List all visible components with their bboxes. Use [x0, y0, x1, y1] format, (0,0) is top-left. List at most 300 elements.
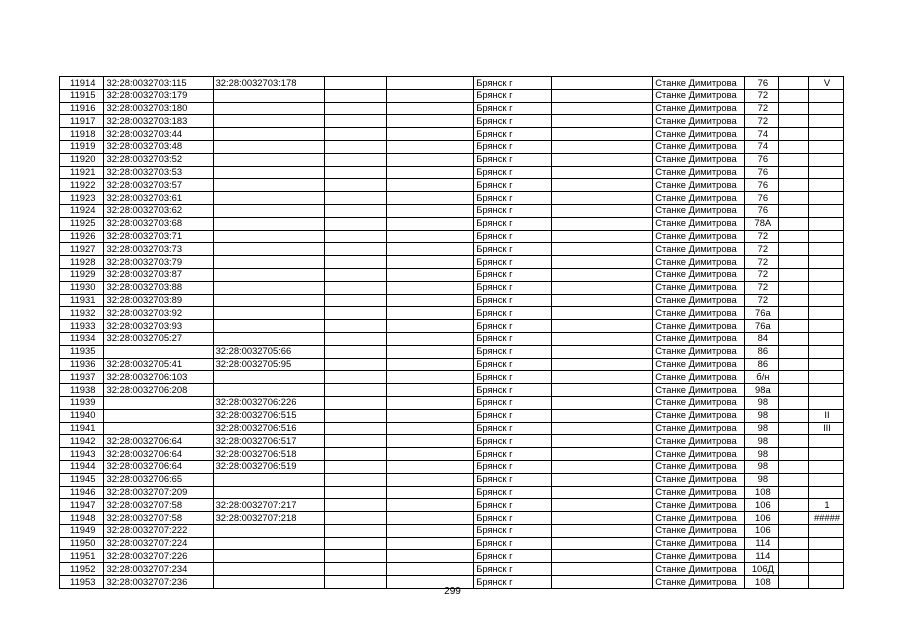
- row-number-cell: 11917: [60, 115, 104, 128]
- empty-cell: [779, 281, 809, 294]
- house-number-cell: 72: [745, 268, 779, 281]
- cadastral-number-cell: 32:28:0032707:226: [104, 550, 213, 563]
- cadastral-number-cell: 32:28:0032703:89: [104, 294, 213, 307]
- empty-cell: [779, 204, 809, 217]
- table-row: [60, 512, 844, 525]
- empty-cell: [387, 294, 474, 307]
- street-cell: Станке Димитрова: [653, 550, 745, 563]
- property-table: [59, 76, 844, 589]
- house-number-cell: 86: [745, 345, 779, 358]
- empty-cell: [387, 256, 474, 269]
- row-number-cell: 11914: [60, 77, 104, 90]
- linked-cadastral-number-cell: [213, 140, 324, 153]
- house-number-cell: 84: [745, 332, 779, 345]
- table-row: [60, 422, 844, 435]
- cadastral-number-cell: 32:28:0032703:93: [104, 320, 213, 333]
- table-row: [60, 460, 844, 473]
- empty-cell: [324, 345, 387, 358]
- empty-cell: [324, 512, 387, 525]
- empty-cell: [324, 294, 387, 307]
- street-cell: Станке Димитрова: [653, 294, 745, 307]
- empty-cell: [387, 396, 474, 409]
- linked-cadastral-number-cell: [213, 524, 324, 537]
- cadastral-number-cell: 32:28:0032706:208: [104, 384, 213, 397]
- note-cell: [808, 153, 843, 166]
- row-number-cell: 11942: [60, 435, 104, 448]
- empty-cell: [779, 524, 809, 537]
- row-number-cell: 11933: [60, 320, 104, 333]
- street-cell: Станке Димитрова: [653, 422, 745, 435]
- table-row: [60, 77, 844, 90]
- cadastral-number-cell: 32:28:0032703:92: [104, 307, 213, 320]
- cadastral-number-cell: 32:28:0032706:65: [104, 473, 213, 486]
- linked-cadastral-number-cell: [213, 371, 324, 384]
- linked-cadastral-number-cell: 32:28:0032706:515: [213, 409, 324, 422]
- empty-cell: [324, 153, 387, 166]
- street-cell: Станке Димитрова: [653, 192, 745, 205]
- table-row: [60, 473, 844, 486]
- row-number-cell: 11930: [60, 281, 104, 294]
- note-cell: [808, 294, 843, 307]
- note-cell: [808, 281, 843, 294]
- note-cell: [808, 537, 843, 550]
- empty-cell: [551, 320, 653, 333]
- cadastral-number-cell: 32:28:0032706:103: [104, 371, 213, 384]
- empty-cell: [779, 294, 809, 307]
- linked-cadastral-number-cell: [213, 550, 324, 563]
- city-cell: Брянск г: [474, 204, 551, 217]
- empty-cell: [387, 563, 474, 576]
- empty-cell: [387, 422, 474, 435]
- empty-cell: [324, 524, 387, 537]
- empty-cell: [324, 192, 387, 205]
- house-number-cell: 72: [745, 243, 779, 256]
- empty-cell: [551, 179, 653, 192]
- cadastral-number-cell: [104, 409, 213, 422]
- row-number-cell: 11934: [60, 332, 104, 345]
- table-row: [60, 166, 844, 179]
- empty-cell: [551, 256, 653, 269]
- street-cell: Станке Димитрова: [653, 153, 745, 166]
- house-number-cell: 72: [745, 256, 779, 269]
- empty-cell: [551, 499, 653, 512]
- linked-cadastral-number-cell: [213, 332, 324, 345]
- linked-cadastral-number-cell: 32:28:0032706:226: [213, 396, 324, 409]
- cadastral-number-cell: 32:28:0032703:44: [104, 128, 213, 141]
- cadastral-number-cell: 32:28:0032706:64: [104, 435, 213, 448]
- table-row: [60, 230, 844, 243]
- row-number-cell: 11948: [60, 512, 104, 525]
- empty-cell: [779, 166, 809, 179]
- empty-cell: [551, 537, 653, 550]
- note-cell: II: [808, 409, 843, 422]
- house-number-cell: 76: [745, 192, 779, 205]
- street-cell: Станке Димитрова: [653, 320, 745, 333]
- house-number-cell: 76а: [745, 307, 779, 320]
- city-cell: Брянск г: [474, 384, 551, 397]
- row-number-cell: 11920: [60, 153, 104, 166]
- street-cell: Станке Димитрова: [653, 512, 745, 525]
- table-row: [60, 153, 844, 166]
- empty-cell: [324, 281, 387, 294]
- empty-cell: [387, 537, 474, 550]
- note-cell: [808, 128, 843, 141]
- city-cell: Брянск г: [474, 128, 551, 141]
- house-number-cell: 76: [745, 153, 779, 166]
- table-row: [60, 307, 844, 320]
- note-cell: [808, 192, 843, 205]
- table-row: [60, 358, 844, 371]
- street-cell: Станке Димитрова: [653, 460, 745, 473]
- city-cell: Брянск г: [474, 550, 551, 563]
- table-row: [60, 384, 844, 397]
- empty-cell: [551, 345, 653, 358]
- empty-cell: [324, 115, 387, 128]
- empty-cell: [779, 537, 809, 550]
- cadastral-number-cell: 32:28:0032703:180: [104, 102, 213, 115]
- city-cell: Брянск г: [474, 448, 551, 461]
- cadastral-number-cell: 32:28:0032707:234: [104, 563, 213, 576]
- linked-cadastral-number-cell: [213, 307, 324, 320]
- note-cell: [808, 320, 843, 333]
- linked-cadastral-number-cell: [213, 320, 324, 333]
- house-number-cell: 98: [745, 473, 779, 486]
- row-number-cell: 11949: [60, 524, 104, 537]
- city-cell: Брянск г: [474, 192, 551, 205]
- note-cell: [808, 179, 843, 192]
- cadastral-number-cell: 32:28:0032703:53: [104, 166, 213, 179]
- city-cell: Брянск г: [474, 230, 551, 243]
- linked-cadastral-number-cell: [213, 243, 324, 256]
- empty-cell: [779, 102, 809, 115]
- linked-cadastral-number-cell: [213, 473, 324, 486]
- cadastral-number-cell: 32:28:0032703:57: [104, 179, 213, 192]
- empty-cell: [387, 320, 474, 333]
- house-number-cell: 72: [745, 294, 779, 307]
- row-number-cell: 11946: [60, 486, 104, 499]
- empty-cell: [779, 409, 809, 422]
- row-number-cell: 11947: [60, 499, 104, 512]
- linked-cadastral-number-cell: [213, 294, 324, 307]
- empty-cell: [324, 243, 387, 256]
- linked-cadastral-number-cell: [213, 192, 324, 205]
- note-cell: [808, 435, 843, 448]
- empty-cell: [779, 320, 809, 333]
- cadastral-number-cell: 32:28:0032706:64: [104, 460, 213, 473]
- cadastral-number-cell: 32:28:0032703:71: [104, 230, 213, 243]
- empty-cell: [779, 486, 809, 499]
- city-cell: Брянск г: [474, 268, 551, 281]
- empty-cell: [387, 460, 474, 473]
- empty-cell: [551, 435, 653, 448]
- linked-cadastral-number-cell: 32:28:0032706:519: [213, 460, 324, 473]
- street-cell: Станке Димитрова: [653, 89, 745, 102]
- empty-cell: [387, 358, 474, 371]
- empty-cell: [551, 486, 653, 499]
- empty-cell: [387, 153, 474, 166]
- empty-cell: [324, 256, 387, 269]
- city-cell: Брянск г: [474, 537, 551, 550]
- city-cell: Брянск г: [474, 166, 551, 179]
- row-number-cell: 11915: [60, 89, 104, 102]
- street-cell: Станке Димитрова: [653, 473, 745, 486]
- linked-cadastral-number-cell: [213, 166, 324, 179]
- empty-cell: [387, 179, 474, 192]
- empty-cell: [387, 473, 474, 486]
- empty-cell: [324, 435, 387, 448]
- linked-cadastral-number-cell: [213, 230, 324, 243]
- empty-cell: [779, 448, 809, 461]
- empty-cell: [779, 550, 809, 563]
- city-cell: Брянск г: [474, 256, 551, 269]
- house-number-cell: 98: [745, 422, 779, 435]
- table-row: [60, 332, 844, 345]
- row-number-cell: 11937: [60, 371, 104, 384]
- row-number-cell: 11945: [60, 473, 104, 486]
- empty-cell: [551, 524, 653, 537]
- empty-cell: [387, 128, 474, 141]
- house-number-cell: 98: [745, 435, 779, 448]
- linked-cadastral-number-cell: 32:28:0032707:218: [213, 512, 324, 525]
- street-cell: Станке Димитрова: [653, 281, 745, 294]
- empty-cell: [551, 384, 653, 397]
- empty-cell: [779, 192, 809, 205]
- empty-cell: [779, 217, 809, 230]
- house-number-cell: 76: [745, 77, 779, 90]
- note-cell: [808, 204, 843, 217]
- note-cell: [808, 486, 843, 499]
- row-number-cell: 11952: [60, 563, 104, 576]
- empty-cell: [779, 140, 809, 153]
- street-cell: Станке Димитрова: [653, 204, 745, 217]
- row-number-cell: 11941: [60, 422, 104, 435]
- empty-cell: [779, 179, 809, 192]
- table-row: [60, 524, 844, 537]
- cadastral-number-cell: 32:28:0032707:236: [104, 576, 213, 589]
- empty-cell: [551, 268, 653, 281]
- linked-cadastral-number-cell: [213, 128, 324, 141]
- city-cell: Брянск г: [474, 576, 551, 589]
- empty-cell: [779, 77, 809, 90]
- table-row: [60, 192, 844, 205]
- empty-cell: [551, 448, 653, 461]
- linked-cadastral-number-cell: [213, 204, 324, 217]
- empty-cell: [324, 268, 387, 281]
- house-number-cell: 108: [745, 576, 779, 589]
- empty-cell: [779, 128, 809, 141]
- empty-cell: [551, 550, 653, 563]
- empty-cell: [387, 524, 474, 537]
- empty-cell: [324, 486, 387, 499]
- row-number-cell: 11918: [60, 128, 104, 141]
- empty-cell: [551, 77, 653, 90]
- table-row: [60, 499, 844, 512]
- empty-cell: [387, 409, 474, 422]
- row-number-cell: 11940: [60, 409, 104, 422]
- empty-cell: [324, 332, 387, 345]
- table-row: [60, 115, 844, 128]
- empty-cell: [387, 499, 474, 512]
- street-cell: Станке Димитрова: [653, 345, 745, 358]
- empty-cell: [779, 422, 809, 435]
- linked-cadastral-number-cell: 32:28:0032706:518: [213, 448, 324, 461]
- house-number-cell: 98: [745, 460, 779, 473]
- street-cell: Станке Димитрова: [653, 179, 745, 192]
- empty-cell: [387, 89, 474, 102]
- street-cell: Станке Димитрова: [653, 563, 745, 576]
- empty-cell: [551, 307, 653, 320]
- cadastral-number-cell: 32:28:0032703:79: [104, 256, 213, 269]
- empty-cell: [387, 192, 474, 205]
- empty-cell: [387, 166, 474, 179]
- house-number-cell: 106: [745, 499, 779, 512]
- row-number-cell: 11932: [60, 307, 104, 320]
- table-row: [60, 435, 844, 448]
- empty-cell: [324, 230, 387, 243]
- row-number-cell: 11950: [60, 537, 104, 550]
- city-cell: Брянск г: [474, 512, 551, 525]
- row-number-cell: 11922: [60, 179, 104, 192]
- city-cell: Брянск г: [474, 140, 551, 153]
- empty-cell: [551, 89, 653, 102]
- cadastral-number-cell: 32:28:0032703:88: [104, 281, 213, 294]
- empty-cell: [324, 409, 387, 422]
- empty-cell: [387, 77, 474, 90]
- linked-cadastral-number-cell: [213, 102, 324, 115]
- street-cell: Станке Димитрова: [653, 576, 745, 589]
- empty-cell: [779, 473, 809, 486]
- linked-cadastral-number-cell: [213, 256, 324, 269]
- empty-cell: [779, 345, 809, 358]
- linked-cadastral-number-cell: 32:28:0032706:517: [213, 435, 324, 448]
- cadastral-number-cell: 32:28:0032707:209: [104, 486, 213, 499]
- linked-cadastral-number-cell: [213, 217, 324, 230]
- empty-cell: [324, 102, 387, 115]
- empty-cell: [779, 307, 809, 320]
- city-cell: Брянск г: [474, 473, 551, 486]
- street-cell: Станке Димитрова: [653, 486, 745, 499]
- city-cell: Брянск г: [474, 332, 551, 345]
- cadastral-number-cell: 32:28:0032703:52: [104, 153, 213, 166]
- table-row: [60, 268, 844, 281]
- note-cell: [808, 256, 843, 269]
- empty-cell: [324, 320, 387, 333]
- note-cell: [808, 332, 843, 345]
- street-cell: Станке Димитрова: [653, 243, 745, 256]
- city-cell: Брянск г: [474, 563, 551, 576]
- empty-cell: [387, 307, 474, 320]
- empty-cell: [551, 563, 653, 576]
- street-cell: Станке Димитрова: [653, 77, 745, 90]
- empty-cell: [551, 396, 653, 409]
- cadastral-number-cell: 32:28:0032705:41: [104, 358, 213, 371]
- empty-cell: [779, 460, 809, 473]
- note-cell: [808, 345, 843, 358]
- street-cell: Станке Димитрова: [653, 524, 745, 537]
- city-cell: Брянск г: [474, 281, 551, 294]
- city-cell: Брянск г: [474, 371, 551, 384]
- table-row: [60, 179, 844, 192]
- house-number-cell: 114: [745, 550, 779, 563]
- empty-cell: [324, 550, 387, 563]
- note-cell: [808, 115, 843, 128]
- empty-cell: [551, 422, 653, 435]
- street-cell: Станке Димитрова: [653, 435, 745, 448]
- note-cell: III: [808, 422, 843, 435]
- table-row: [60, 243, 844, 256]
- note-cell: [808, 89, 843, 102]
- table-row: [60, 345, 844, 358]
- street-cell: Станке Димитрова: [653, 102, 745, 115]
- empty-cell: [324, 217, 387, 230]
- note-cell: [808, 102, 843, 115]
- empty-cell: [551, 115, 653, 128]
- empty-cell: [779, 256, 809, 269]
- empty-cell: [324, 460, 387, 473]
- empty-cell: [324, 499, 387, 512]
- empty-cell: [324, 563, 387, 576]
- row-number-cell: 11944: [60, 460, 104, 473]
- note-cell: [808, 243, 843, 256]
- row-number-cell: 11935: [60, 345, 104, 358]
- city-cell: Брянск г: [474, 499, 551, 512]
- empty-cell: [779, 268, 809, 281]
- empty-cell: [551, 102, 653, 115]
- house-number-cell: 76: [745, 204, 779, 217]
- empty-cell: [387, 332, 474, 345]
- table-row: [60, 550, 844, 563]
- note-cell: [808, 473, 843, 486]
- empty-cell: [551, 140, 653, 153]
- note-cell: 1: [808, 499, 843, 512]
- row-number-cell: 11928: [60, 256, 104, 269]
- empty-cell: [551, 358, 653, 371]
- cadastral-number-cell: 32:28:0032707:222: [104, 524, 213, 537]
- linked-cadastral-number-cell: [213, 89, 324, 102]
- linked-cadastral-number-cell: 32:28:0032705:66: [213, 345, 324, 358]
- empty-cell: [551, 217, 653, 230]
- house-number-cell: 98: [745, 448, 779, 461]
- row-number-cell: 11924: [60, 204, 104, 217]
- city-cell: Брянск г: [474, 320, 551, 333]
- city-cell: Брянск г: [474, 153, 551, 166]
- empty-cell: [324, 179, 387, 192]
- note-cell: [808, 460, 843, 473]
- empty-cell: [551, 166, 653, 179]
- house-number-cell: 72: [745, 230, 779, 243]
- empty-cell: [779, 153, 809, 166]
- linked-cadastral-number-cell: [213, 563, 324, 576]
- empty-cell: [551, 128, 653, 141]
- table-row: [60, 294, 844, 307]
- linked-cadastral-number-cell: [213, 115, 324, 128]
- city-cell: Брянск г: [474, 243, 551, 256]
- empty-cell: [551, 281, 653, 294]
- empty-cell: [324, 396, 387, 409]
- linked-cadastral-number-cell: [213, 179, 324, 192]
- note-cell: [808, 230, 843, 243]
- note-cell: [808, 358, 843, 371]
- row-number-cell: 11953: [60, 576, 104, 589]
- cadastral-number-cell: 32:28:0032703:183: [104, 115, 213, 128]
- street-cell: Станке Димитрова: [653, 396, 745, 409]
- house-number-cell: 98: [745, 409, 779, 422]
- table-row: [60, 486, 844, 499]
- empty-cell: [779, 358, 809, 371]
- house-number-cell: 72: [745, 102, 779, 115]
- empty-cell: [387, 115, 474, 128]
- table-row: [60, 217, 844, 230]
